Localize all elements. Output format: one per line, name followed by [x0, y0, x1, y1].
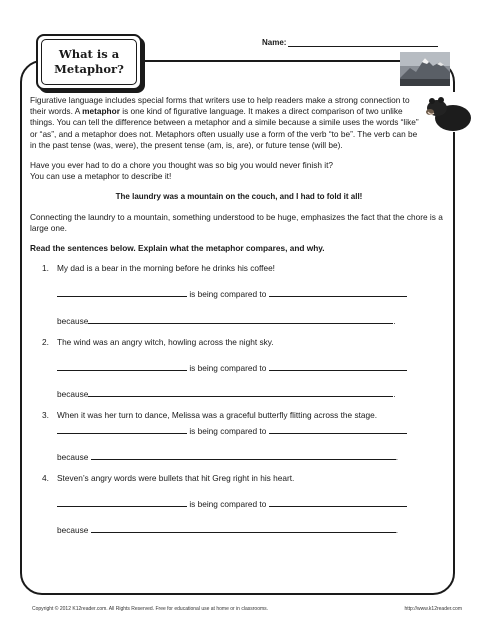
compare-row	[57, 497, 448, 510]
name-label: Name:	[262, 38, 287, 47]
item-number: 3.	[42, 410, 49, 421]
comparison-blank[interactable]	[269, 287, 407, 297]
intro-text-start: Figurative language includes special forms that writers use to help readers make a strong connection to their words. A	[30, 95, 410, 117]
compare-row	[57, 424, 448, 437]
chore-prompt: You can use a metaphor to describe it!	[30, 171, 172, 182]
subject-blank[interactable]	[57, 287, 187, 297]
intro-term: metaphor	[82, 106, 120, 117]
title-badge	[36, 34, 142, 90]
chore-question: Have you ever had to do a chore you thought was so big you would never finish it?	[30, 160, 334, 171]
because-blank[interactable]	[91, 523, 396, 533]
because-label: because	[57, 525, 89, 536]
question-item	[30, 473, 448, 484]
mountain-photo	[400, 52, 450, 86]
because-blank[interactable]	[91, 450, 396, 460]
intro-paragraph	[30, 95, 422, 151]
because-label: because	[57, 389, 89, 400]
item-sentence: The wind was an angry witch, howling across the night sky.	[57, 336, 274, 347]
compared-label: is being compared to	[189, 289, 267, 300]
example-sentence: The laundry was a mountain on the couch, and I had to fold it all!	[115, 192, 363, 202]
intro-text-end: is one kind of figurative language. It makes a direct comparison of two unlike things. You can tell the difference between a metaphor and a simile because a simile uses the words “like” or “as”, and a metaphor does not. Metaphors often usually use a form of the verb “to be”. The verb can be in the past tense (was, were), the present tense (am, is, are), or future tense (will be).	[30, 106, 419, 150]
because-row: because .	[57, 451, 398, 462]
because-row: because .	[57, 315, 396, 326]
worksheet-content	[30, 95, 448, 537]
because-blank[interactable]	[88, 314, 393, 324]
name-blank[interactable]	[288, 38, 438, 47]
explanation-paragraph: Connecting the laundry to a mountain, something understood to be huge, emphasizes the fact that the chore is a large one.	[30, 211, 443, 233]
name-field[interactable]	[262, 38, 438, 47]
because-row: because .	[57, 525, 398, 536]
title-line-2: Metaphor?	[54, 62, 124, 76]
compared-label: is being compared to	[189, 425, 267, 436]
because-label: because	[57, 451, 89, 462]
item-sentence: My dad is a bear in the morning before he drinks his coffee!	[57, 263, 275, 274]
question-item	[30, 263, 448, 274]
question-item	[30, 410, 427, 421]
question-item	[30, 337, 448, 348]
instructions: Read the sentences below. Explain what the metaphor compares, and why.	[30, 243, 325, 254]
compare-row	[57, 287, 448, 300]
footer-url[interactable]: http://www.k12reader.com	[404, 606, 462, 612]
item-number: 2.	[42, 336, 49, 347]
item-sentence: When it was her turn to dance, Melissa was a graceful butterfly flitting across the stage.	[57, 410, 378, 421]
copyright-text: Copyright © 2012 K12reader.com. All Rights Reserved. Free for educational use at home or in classrooms.	[32, 606, 269, 612]
compared-label: is being compared to	[189, 363, 267, 374]
comparison-blank[interactable]	[269, 497, 407, 507]
title-line-1: What is a	[58, 47, 120, 61]
item-sentence: Steven’s angry words were bullets that hit Greg right in his heart.	[57, 473, 295, 484]
item-number: 4.	[42, 473, 49, 484]
compare-row	[57, 361, 448, 374]
footer	[32, 606, 462, 612]
subject-blank[interactable]	[57, 497, 187, 507]
because-blank[interactable]	[88, 387, 393, 397]
comparison-blank[interactable]	[269, 361, 407, 371]
compared-label: is being compared to	[189, 499, 267, 510]
because-label: because	[57, 315, 89, 326]
because-row: because .	[57, 389, 396, 400]
subject-blank[interactable]	[57, 424, 187, 434]
subject-blank[interactable]	[57, 361, 187, 371]
comparison-blank[interactable]	[269, 424, 407, 434]
item-number: 1.	[42, 263, 49, 274]
